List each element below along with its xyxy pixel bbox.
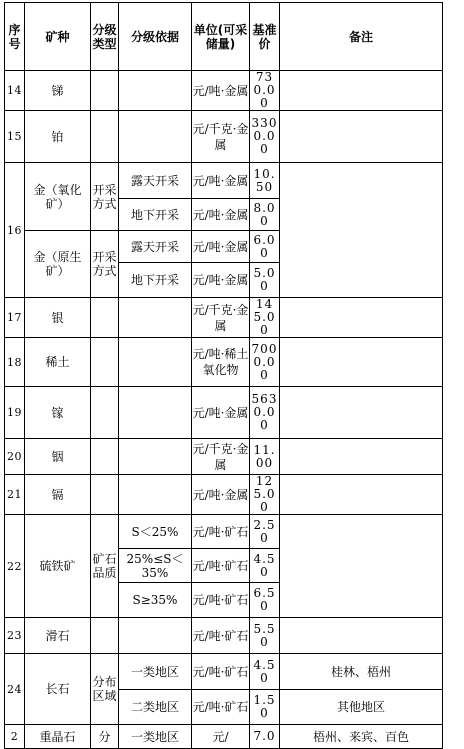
mineral-cell: 滑石: [25, 618, 91, 654]
price-cell: 7000.00: [250, 338, 280, 387]
unit-cell: 元/吨·金属: [192, 163, 250, 199]
price-cell: 1.50: [250, 690, 280, 725]
remarks-cell: [280, 163, 443, 298]
mineral-cell: 铟: [25, 439, 91, 475]
table-row: [5, 387, 443, 439]
header-mineral: 矿种: [25, 3, 91, 71]
serial-cell: 24: [5, 654, 25, 725]
table-row: [5, 618, 443, 654]
price-cell: 125.00: [250, 475, 280, 515]
unit-cell: 元/吨·矿石: [192, 583, 250, 618]
unit-cell: 元/吨·金属: [192, 387, 250, 439]
unit-cell: 元/吨·金属: [192, 263, 250, 298]
grade-type-cell: [91, 111, 119, 163]
remarks-cell: [280, 387, 443, 439]
unit-cell: 元/吨·矿石: [192, 654, 250, 690]
header-unit: 单位(可采储量): [192, 3, 250, 71]
grade-basis-cell: [119, 298, 192, 338]
remarks-cell: [280, 475, 443, 515]
unit-cell: 元/千克·金属: [192, 439, 250, 475]
grade-type-cell: 开采方式: [91, 163, 119, 231]
table-row: [5, 71, 443, 111]
grade-type-cell: [91, 387, 119, 439]
grade-type-cell: [91, 338, 119, 387]
serial-cell: 23: [5, 618, 25, 654]
unit-cell: 元/吨·矿石: [192, 690, 250, 725]
mineral-price-table: [4, 2, 443, 749]
mineral-cell: 镓: [25, 387, 91, 439]
grade-basis-cell: S≥35%: [119, 583, 192, 618]
table-row: [5, 298, 443, 338]
remarks-cell: [280, 439, 443, 475]
price-cell: 4.50: [250, 654, 280, 690]
price-cell: 10.50: [250, 163, 280, 199]
remarks-cell: [280, 618, 443, 654]
serial-cell: 15: [5, 111, 25, 163]
unit-cell: 元/吨·金属: [192, 199, 250, 231]
mineral-cell: 金（原生矿）: [25, 231, 91, 298]
price-cell: 5.00: [250, 263, 280, 298]
grade-type-cell: [91, 71, 119, 111]
mineral-cell: 锑: [25, 71, 91, 111]
serial-cell: 17: [5, 298, 25, 338]
unit-cell: 元/吨·矿石: [192, 515, 250, 549]
grade-type-cell: [91, 298, 119, 338]
remarks-cell: 梧州、来宾、百色: [280, 725, 443, 749]
mineral-cell: 银: [25, 298, 91, 338]
grade-basis-cell: 一类地区: [119, 654, 192, 690]
serial-cell: 16: [5, 163, 25, 298]
grade-basis-cell: [119, 475, 192, 515]
grade-type-cell: 分: [91, 725, 119, 749]
unit-cell: 元/吨·矿石: [192, 618, 250, 654]
grade-basis-cell: S＜25%: [119, 515, 192, 549]
grade-type-cell: 分布区域: [91, 654, 119, 725]
grade-basis-cell: [119, 111, 192, 163]
mineral-cell: 长石: [25, 654, 91, 725]
unit-cell: 元/千克·金属: [192, 111, 250, 163]
serial-cell: 2: [5, 725, 25, 749]
table-row: [5, 654, 443, 690]
table-row: [5, 338, 443, 387]
table-row: [5, 111, 443, 163]
grade-basis-cell: 一类地区: [119, 725, 192, 749]
price-cell: 2.50: [250, 515, 280, 549]
unit-cell: 元/吨·稀土氧化物: [192, 338, 250, 387]
mineral-cell: 金（氧化矿）: [25, 163, 91, 231]
grade-type-cell: 矿石品质: [91, 515, 119, 618]
price-cell: 7.0: [250, 725, 280, 749]
table-row: [5, 163, 443, 199]
unit-cell: 元/千克·金属: [192, 298, 250, 338]
grade-basis-cell: [119, 618, 192, 654]
mineral-cell: 镉: [25, 475, 91, 515]
price-cell: 11.00: [250, 439, 280, 475]
mineral-cell: 重晶石: [25, 725, 91, 749]
grade-basis-cell: [119, 71, 192, 111]
remarks-cell: [280, 515, 443, 618]
table-row: [5, 475, 443, 515]
grade-basis-cell: 地下开采: [119, 263, 192, 298]
remarks-cell: [280, 71, 443, 111]
grade-basis-cell: 露天开采: [119, 231, 192, 263]
header-grade-basis: 分级依据: [119, 3, 192, 71]
unit-cell: 元/: [192, 725, 250, 749]
serial-cell: 22: [5, 515, 25, 618]
price-cell: 5.50: [250, 618, 280, 654]
remarks-cell: [280, 338, 443, 387]
remarks-cell: [280, 298, 443, 338]
grade-type-cell: [91, 618, 119, 654]
table-row: [5, 439, 443, 475]
table-row: [5, 515, 443, 549]
grade-basis-cell: 25%≤S＜35%: [119, 549, 192, 583]
grade-basis-cell: [119, 387, 192, 439]
grade-type-cell: 开采方式: [91, 231, 119, 298]
grade-basis-cell: [119, 439, 192, 475]
mineral-cell: 硫铁矿: [25, 515, 91, 618]
unit-cell: 元/吨·金属: [192, 231, 250, 263]
serial-cell: 18: [5, 338, 25, 387]
price-cell: 730.00: [250, 71, 280, 111]
mineral-cell: 稀土: [25, 338, 91, 387]
serial-cell: 19: [5, 387, 25, 439]
remarks-cell: [280, 111, 443, 163]
price-cell: 8.00: [250, 199, 280, 231]
price-cell: 145.00: [250, 298, 280, 338]
grade-type-cell: [91, 439, 119, 475]
price-cell: 6.00: [250, 231, 280, 263]
header-grade-type: 分级类型: [91, 3, 119, 71]
price-cell: 6.50: [250, 583, 280, 618]
serial-cell: 14: [5, 71, 25, 111]
header-base-price: 基准价: [250, 3, 280, 71]
grade-basis-cell: [119, 338, 192, 387]
header-serial: 序号: [5, 3, 25, 71]
remarks-cell: 其他地区: [280, 690, 443, 725]
header-row: [5, 3, 443, 71]
unit-cell: 元/吨·金属: [192, 71, 250, 111]
unit-cell: 元/吨·矿石: [192, 549, 250, 583]
price-cell: 3300.00: [250, 111, 280, 163]
remarks-cell: 桂林、梧州: [280, 654, 443, 690]
grade-basis-cell: 露天开采: [119, 163, 192, 199]
grade-basis-cell: 二类地区: [119, 690, 192, 725]
serial-cell: 20: [5, 439, 25, 475]
mineral-cell: 铂: [25, 111, 91, 163]
price-cell: 5630.00: [250, 387, 280, 439]
grade-basis-cell: 地下开采: [119, 199, 192, 231]
grade-type-cell: [91, 475, 119, 515]
table-row: [5, 725, 443, 749]
header-remarks: 备注: [280, 3, 443, 71]
price-cell: 4.50: [250, 549, 280, 583]
unit-cell: 元/吨·金属: [192, 475, 250, 515]
serial-cell: 21: [5, 475, 25, 515]
